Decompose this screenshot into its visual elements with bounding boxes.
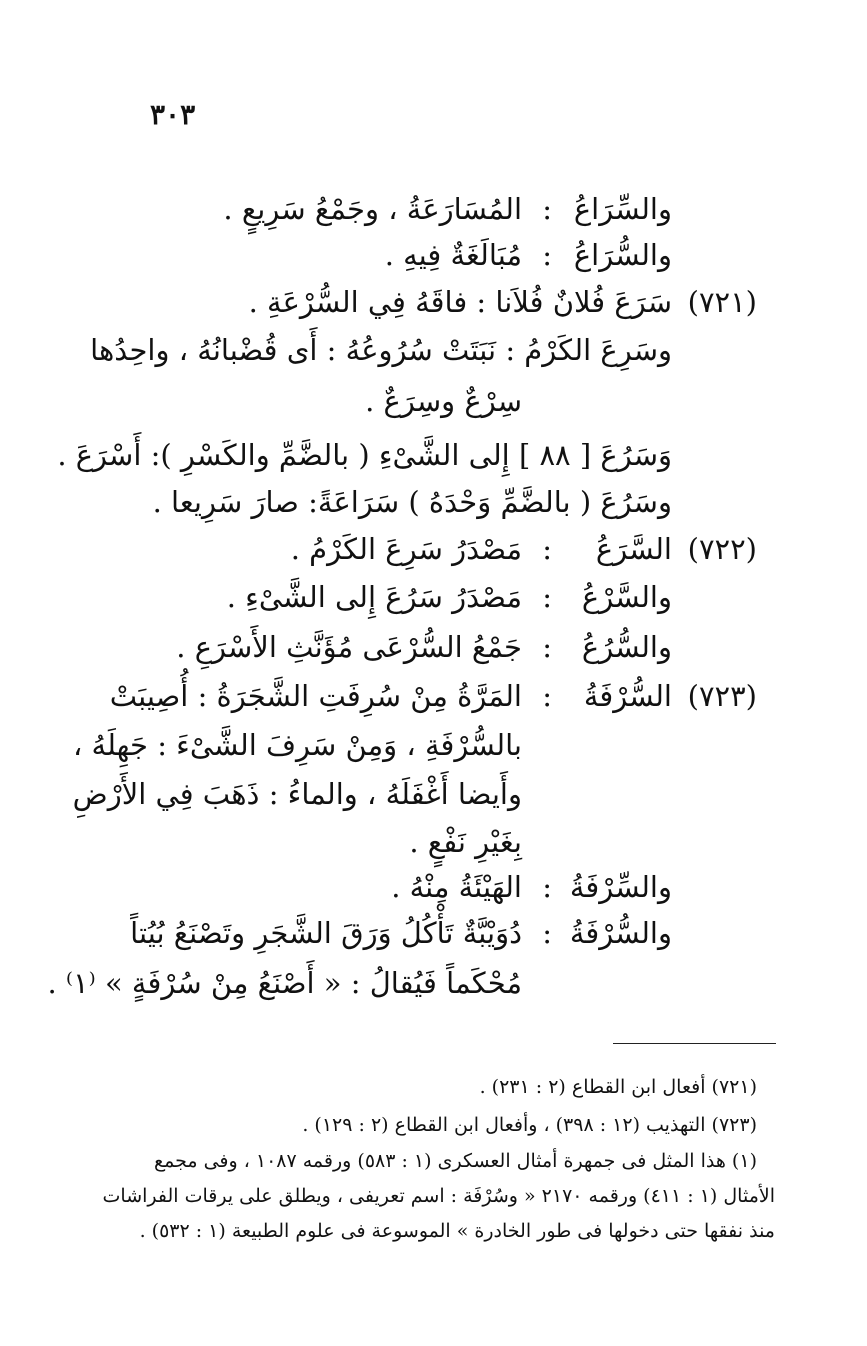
separator-colon: : (542, 916, 552, 950)
separator-colon: : (542, 870, 552, 904)
entry-definition: مُبَالَغَةٌ فِيهِ . (384, 238, 522, 272)
entry-term: السُّرْفَةُ (583, 679, 672, 713)
entry-term: والسُّرَاعُ (573, 238, 672, 272)
entry-text: وَسَرُعَ [ ٨٨ ] إِلى الشَّىْءِ ( بالضَّمِّ والكَسْرِ ): أَسْرَعَ . (57, 438, 672, 472)
entry-continuation: وأَيضا أَغْفَلَهُ ، والماءُ : ذَهَبَ فِي الأَرْضِ (72, 777, 522, 811)
separator-colon: : (542, 679, 552, 713)
entry-continuation: بالسُّرْفَةِ ، وَمِنْ سَرِفَ الشَّىْءَ : جَهِلَهُ ، (72, 728, 522, 762)
entry-definition: مَصْدَرُ سَرِعَ الكَرْمُ . (290, 532, 522, 566)
entry-line (0, 864, 867, 910)
entry-text: وسَرُعَ ( بالضَّمِّ وَحْدَهُ ) سَرَاعَةً: صارَ سَرِيعا . (152, 485, 672, 519)
page-number: ٣٠٣ (150, 98, 196, 131)
entry-definition: جَمْعُ السُّرْعَى مُؤَنَّثِ الأَسْرَعِ . (176, 630, 522, 664)
entry-line (0, 432, 867, 478)
footnote: (٧٢٣) التهذيب (١٢ : ٣٩٨) ، وأفعال ابن القطاع (٢ : ١٢٩) . (302, 1114, 757, 1136)
entry-line (0, 722, 867, 768)
separator-colon: : (542, 532, 552, 566)
entry-line (0, 327, 867, 373)
entry-text: سِرْعٌ وسِرَعٌ . (365, 384, 522, 418)
entry-definition: المَرَّةُ مِنْ سُرِفَتِ الشَّجَرَةُ : أُصِيبَتْ (109, 679, 522, 713)
entry-term: والسِّرْفَةُ (569, 870, 672, 904)
entry-continuation: بِغَيْرِ نَفْعٍ . (409, 825, 522, 859)
entry-term: والسَّرْعُ (581, 580, 672, 614)
entry-number: (٧٢١) (687, 285, 757, 319)
footnote: (١) هذا المثل فى جمهرة أمثال العسكرى (١ : ٥٨٣) ورقمه ١٠٨٧ ، وفى مجمع (153, 1150, 757, 1172)
entry-line (0, 960, 867, 1006)
separator-colon: : (542, 630, 552, 664)
entry-line (0, 574, 867, 620)
entry-line (0, 624, 867, 670)
entry-line (0, 819, 867, 865)
entry-line (0, 186, 867, 232)
separator-colon: : (542, 580, 552, 614)
entry-line (0, 673, 867, 719)
entry-line (0, 771, 867, 817)
separator-colon: : (542, 192, 552, 226)
footnote: (٧٢١) أفعال ابن القطاع (٢ : ٢٣١) . (479, 1076, 757, 1098)
entry-definition: دُوَيْبَّةٌ تَأْكُلُ وَرَقَ الشَّجَرِ وتَصْنَعُ بُيُتاً (130, 916, 522, 950)
entry-term: والسُّرْفَةُ (569, 916, 672, 950)
separator-colon: : (542, 238, 552, 272)
entry-line (0, 232, 867, 278)
entry-line (0, 378, 867, 424)
entry-term: السَّرَعُ (595, 532, 672, 566)
entry-term: والسِّرَاعُ (573, 192, 672, 226)
entry-number: (٧٢٣) (687, 679, 757, 713)
entry-term: والسُّرُعُ (581, 630, 672, 664)
footnote: منذ نفقها حتى دخولها فى طور الخادرة » الموسوعة فى علوم الطبيعة (١ : ٥٣٢) . (139, 1220, 775, 1242)
entry-continuation: مُحْكَماً فَيُقالُ : « أَصْنَعُ مِنْ سُرْفَةٍ » ⁽١⁾ . (47, 966, 522, 1000)
entry-line (0, 526, 867, 572)
entry-text: سَرَعَ فُلانٌ فُلاَنا : فاقَهُ فِي السُّرْعَةِ . (248, 285, 672, 319)
entry-definition: المُسَارَعَةُ ، وجَمْعُ سَرِيعٍ . (223, 192, 522, 226)
entry-definition: الهَيْئَةُ مِنْهُ . (391, 870, 522, 904)
entry-number: (٧٢٢) (687, 532, 757, 566)
entry-line (0, 479, 867, 525)
entry-text: وسَرِعَ الكَرْمُ : نَبَتَتْ سُرُوعُهُ : أَى قُضْبانُهُ ، واحِدُها (90, 333, 672, 367)
entry-definition: مَصْدَرُ سَرُعَ إِلى الشَّىْءِ . (226, 580, 522, 614)
footnote-separator (613, 1043, 776, 1044)
footnote: الأمثال (١ : ٤١١) ورقمه ٢١٧٠ « وسُرْفَة : اسم تعريفى ، ويطلق على يرقات الفراشات (102, 1185, 775, 1207)
entry-line (0, 279, 867, 325)
entry-line (0, 910, 867, 956)
